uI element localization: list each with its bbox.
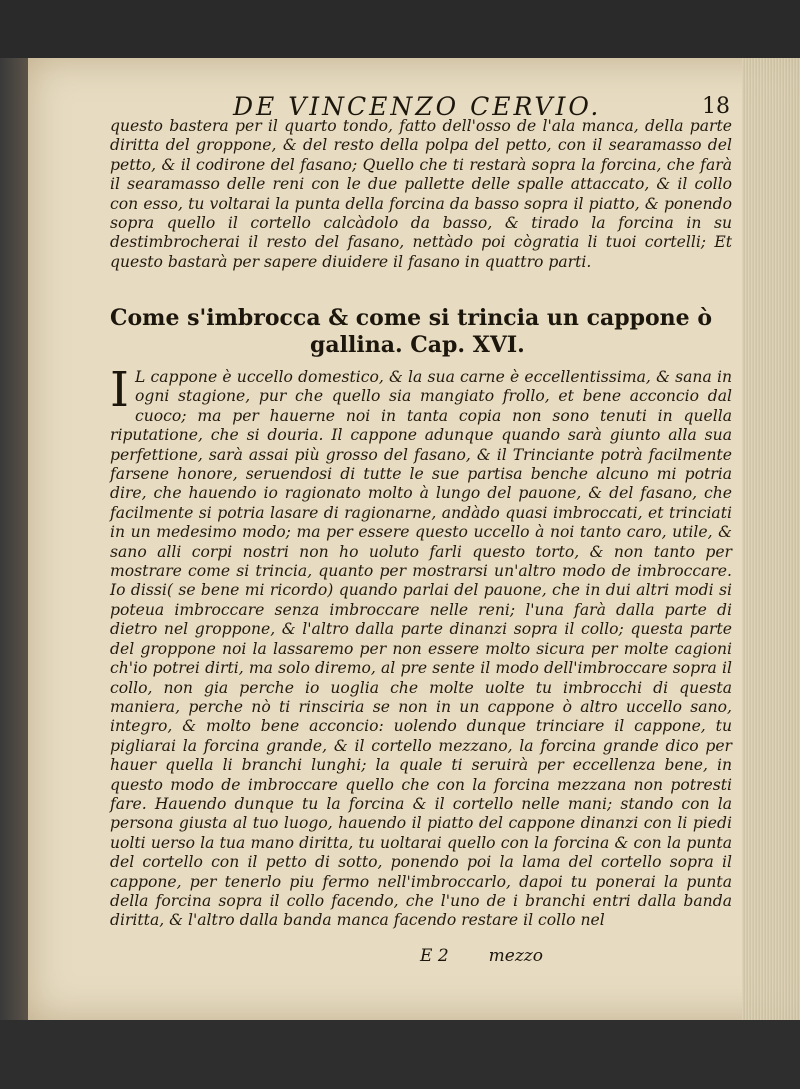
page-number: 18 <box>702 94 730 119</box>
background-surface <box>0 1020 800 1089</box>
signature-mark: E 2 <box>420 946 449 966</box>
paragraph-continued: questo bastera per il quarto tondo, fatto dell'osso de l'ala manca, della parte diritta del groppone, & del resto della polpa del petto, con il searamasso del petto, & il codirone del fasano; Quello che ti restarà sopra la forcina, che farà il searamasso delle reni con le due pallette delle spalle attaccato, & il collo con esso, tu voltarai la punta della forcina da basso sopra il piatto, & ponendo sopra quello il cortello calcàdolo da basso, & tirado la forcina in su destimbrocherai il resto del fasano, nettàdo poi cògratia li tuoi cortelli; Et questo bastarà per sapere diuidere il fasano in quattro parti. <box>110 117 732 271</box>
chapter-paragraph-text: L cappone è uccello domestico, & la sua carne è eccellentissima, & sana in ogni stagione, pur che quello sia mangiato frollo, et bene acconcio dal cuoco; ma per hauerne noi in tanta copia non sono tenuti in quella riputatione, che si douria. Il cappone adunque quando sarà giunto alla sua perfettione, sarà assai più grosso del fasano, & il Trinciante potrà facilmente farsene honore, seruendosi di tutte le sue partisa benche alcuno mi potria dire, che hauendo io ragionato molto à lungo del pauone, & del fasano, che facilmente si potria lasare di ragionarne, andàdo quasi imbroccati, et trinciati in un medesimo modo; ma per essere questo uccello à noi tanto caro, utile, & sano alli corpi nostri non ho uoluto farli questo torto, & non tanto per mostrare come si trincia, quanto per mostrarsi un'altro modo de imbroccare. Io dissi( se bene mi ricordo) quando parlai del pauone, che in dui altri modi si poteua imbroccare senza imbroccare nelle reni; l'una farà dalla parte di dietro nel groppone, & l'altro dalla parte dinanzi sopra il collo; questa parte del groppone noi la lassaremo per non essere molto sicura per molte cagioni ch'io potrei dirti, ma solo diremo, al pre sente il modo dell'imbroccare sopra il collo, non gia perche io uoglia che molte uolte tu imbrocchi di questa maniera, perche nò ti rinsciria se non in un cappone ò altro uccello sano, integro, & molto bene acconcio: uolendo dunque trinciare il cappone, tu pigliarai la forcina grande, & il cortello mezzano, la forcina grande dico per hauer quella li branchi lunghi; la quale ti seruirà per eccellenza bene, in questo modo de imbroccare quello che con la forcina mezzana non potresti fare. Hauendo dunque tu la forcina & il cortello nelle mani; stando con la persona giusta al tuo luogo, hauendo il piatto del cappone dinanzi con li piedi uolti uerso la tua mano diritta, tu uoltarai quello con la forcina & con la punta del cortello con il petto di sotto, ponendo poi la lama del cortello sopra il cappone, per tenerlo piu fermo nell'imbroccarlo, dapoi tu ponerai la punta della forcina sopra il collo facendo, che l'uno de i branchi entri dalla banda diritta, & l'altro dalla banda manca facendo restare il collo nel <box>110 368 732 930</box>
running-title: DE VINCENZO CERVIO. <box>233 92 602 121</box>
chapter-paragraph <box>110 362 732 931</box>
drop-capital: I <box>110 362 129 418</box>
book-gutter <box>0 58 28 1020</box>
page-footer <box>420 946 740 966</box>
running-header <box>40 92 730 120</box>
chapter-heading <box>110 305 732 359</box>
page-fore-edge <box>742 58 800 1020</box>
chapter-heading-line-1: Come s'imbrocca & come si trincia un cappone ò <box>110 305 712 331</box>
chapter-heading-line-2: gallina. Cap. XVI. <box>310 332 525 358</box>
catchword: mezzo <box>488 946 543 966</box>
